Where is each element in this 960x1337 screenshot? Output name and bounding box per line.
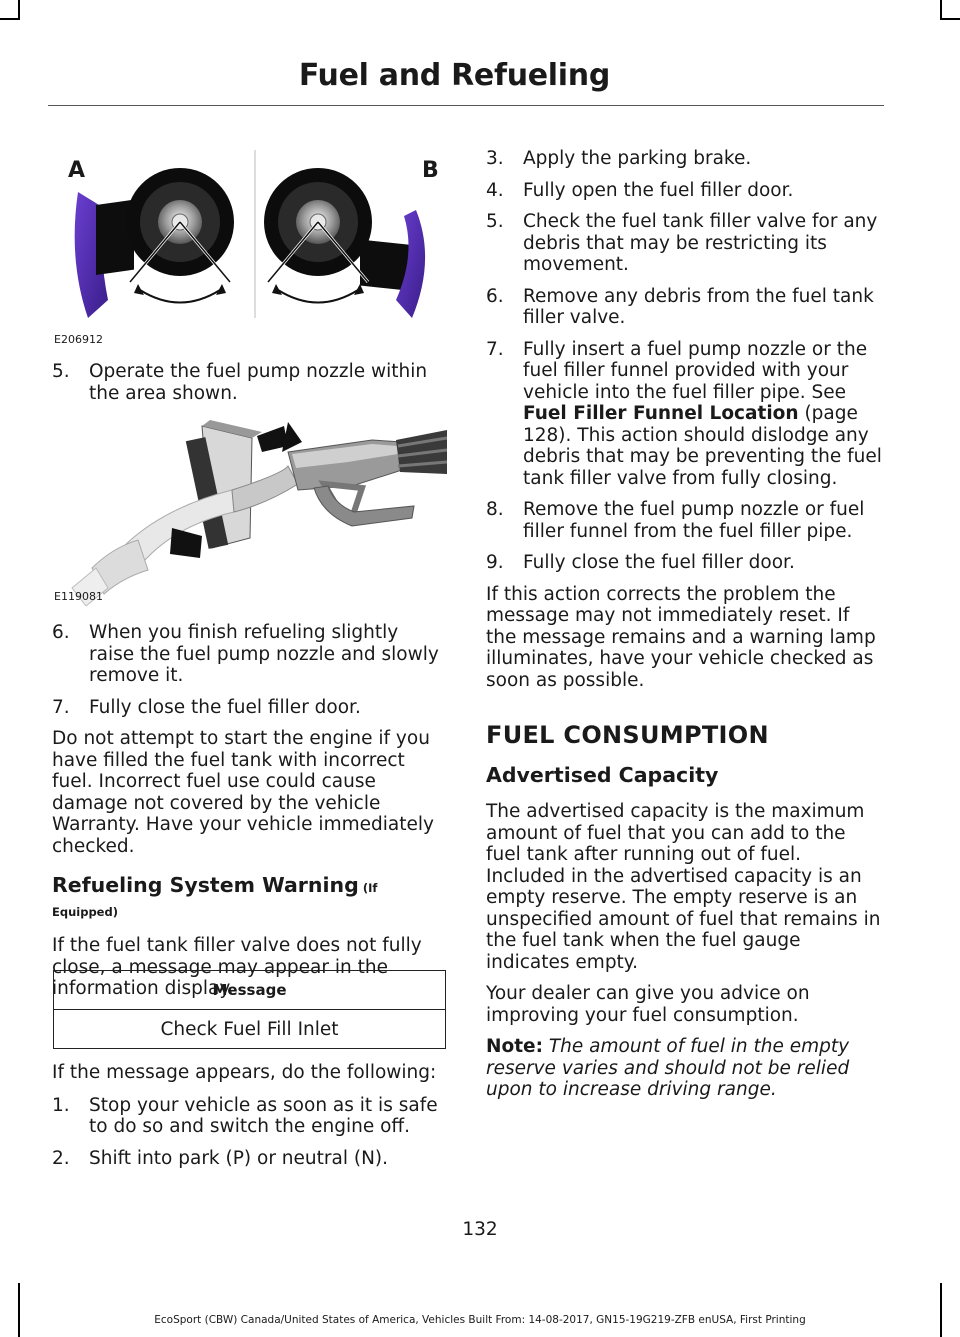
message-table-header: Message bbox=[54, 971, 446, 1010]
valve-paragraph: If the fuel tank filler valve does not fully close, a message may appear in the information display. bbox=[52, 935, 422, 999]
step-number: 8. bbox=[486, 499, 504, 520]
step-text: Shift into park (P) or neutral (N). bbox=[89, 1147, 389, 1169]
message-table-cell: Check Fuel Fill Inlet bbox=[54, 1010, 446, 1049]
step-text: Operate the fuel pump nozzle within the area shown. bbox=[89, 361, 428, 404]
step-5-operate-nozzle bbox=[52, 361, 447, 404]
step-number: 5. bbox=[486, 211, 504, 232]
step-4-open-door bbox=[486, 180, 882, 202]
step-number: 9. bbox=[486, 552, 504, 573]
step-7-close-door bbox=[52, 697, 447, 719]
step-text: When you finish refueling slightly raise the fuel pump nozzle and slowly remove it. bbox=[89, 622, 439, 686]
page-title: Fuel and Refueling bbox=[298, 58, 610, 93]
reset-paragraph: If this action corrects the problem the message may not immediately reset. If the message remains and a warning lamp illuminates, have your vehicle checked as soon as possible. bbox=[486, 583, 876, 691]
step-3-parking-brake bbox=[486, 148, 882, 170]
page-footer: EcoSport (CBW) Canada/United States of America, Vehicles Built From: 14-08-2017, GN15-19G219-ZFB enUSA, First Printing bbox=[154, 1314, 806, 1326]
step-number: 6. bbox=[486, 285, 504, 307]
message-table bbox=[53, 970, 446, 1049]
fuel-filler-figure bbox=[54, 150, 452, 348]
page-number: 132 bbox=[462, 1219, 498, 1240]
step-7-insert-nozzle bbox=[486, 339, 882, 490]
step-9-close-door bbox=[486, 552, 882, 574]
crop-mark-top-right-h bbox=[940, 18, 960, 20]
fuel-consumption-heading: FUEL CONSUMPTION bbox=[486, 721, 769, 749]
step-5-check-valve bbox=[486, 211, 882, 276]
crop-mark-top-right bbox=[940, 0, 942, 20]
left-steps-block bbox=[52, 1062, 447, 1179]
note-paragraph bbox=[486, 1036, 882, 1101]
step-text-after: (page 128). This action should dislodge any debris that may be preventing the fuel tank filler valve from fully closing. bbox=[523, 403, 882, 489]
step-text: Fully close the fuel filler door. bbox=[523, 552, 795, 573]
fuel-nozzle-illustration bbox=[52, 418, 447, 606]
step-number: 6. bbox=[52, 622, 70, 643]
incorrect-fuel-paragraph: Do not attempt to start the engine if you have filled the fuel tank with incorrect fuel. Incorrect fuel use could cause damage not covered by the vehicle Warranty. Have your vehicle immediately checked. bbox=[52, 728, 434, 857]
figure-label-b: B bbox=[422, 158, 439, 183]
dealer-paragraph: Your dealer can give you advice on improving your fuel consumption. bbox=[486, 983, 810, 1026]
right-steps-block bbox=[486, 148, 882, 1101]
step-8-remove-nozzle bbox=[486, 499, 882, 542]
figure-id: E119081 bbox=[54, 590, 103, 603]
funnel-location-link[interactable]: Fuel Filler Funnel Location bbox=[523, 403, 799, 424]
step-number: 5. bbox=[52, 361, 70, 382]
crop-mark-top-left-h bbox=[0, 18, 20, 20]
refueling-warning-heading bbox=[52, 873, 447, 921]
capacity-paragraph: The advertised capacity is the maximum amount of fuel that you can add to the fuel tank after running out of fuel. Included in the advertised capacity is an empty reserve. The empty reserve is an unspecified amount of fuel that remains in the fuel tank when the fuel gauge indicates empty. bbox=[486, 801, 881, 973]
step-number: 7. bbox=[52, 696, 70, 718]
note-text: The amount of fuel in the empty reserve varies and should not be relied upon to increase driving range. bbox=[486, 1036, 850, 1100]
step-6-raise-nozzle bbox=[52, 622, 447, 687]
step-text: Check the fuel tank filler valve for any debris that may be restricting its movement. bbox=[523, 211, 878, 275]
fuel-filler-illustration bbox=[60, 150, 452, 348]
step-text-before: Fully insert a fuel pump nozzle or the fuel filler funnel provided with your vehicle into the fuel filler pipe. See bbox=[523, 338, 868, 403]
heading-suffix: (If Equipped) bbox=[52, 881, 378, 919]
step-number: 7. bbox=[486, 338, 504, 360]
step-1-stop-vehicle bbox=[52, 1095, 447, 1138]
message-appears-paragraph: If the message appears, do the following: bbox=[52, 1062, 437, 1083]
step-text: Apply the parking brake. bbox=[523, 148, 752, 169]
fuel-nozzle-figure bbox=[52, 418, 447, 606]
step-text: Fully open the fuel filler door. bbox=[523, 179, 794, 201]
crop-mark-bottom-right bbox=[940, 1283, 942, 1337]
step-text: Fully close the fuel filler door. bbox=[89, 696, 361, 718]
note-label: Note: bbox=[486, 1036, 543, 1057]
step-text: Remove any debris from the fuel tank filler valve. bbox=[523, 285, 874, 328]
step-text: Stop your vehicle as soon as it is safe to do so and switch the engine off. bbox=[89, 1094, 438, 1137]
step-6-remove-debris bbox=[486, 286, 882, 329]
step-2-shift-park bbox=[52, 1148, 447, 1170]
step-number: 3. bbox=[486, 148, 504, 169]
advertised-capacity-heading: Advertised Capacity bbox=[486, 763, 719, 787]
header-divider bbox=[48, 105, 884, 106]
message-table-wrapper bbox=[53, 970, 446, 1049]
crop-mark-bottom-left bbox=[18, 1283, 20, 1337]
heading-text: Refueling System Warning bbox=[52, 873, 359, 897]
step-number: 2. bbox=[52, 1147, 70, 1169]
step-text: Remove the fuel pump nozzle or fuel filler funnel from the fuel filler pipe. bbox=[523, 499, 865, 542]
step-number: 1. bbox=[52, 1094, 70, 1116]
left-text-block bbox=[52, 622, 447, 1000]
figure-id: E206912 bbox=[54, 333, 103, 346]
figure-label-a: A bbox=[68, 158, 86, 183]
crop-mark-top-left bbox=[18, 0, 20, 20]
step-number: 4. bbox=[486, 179, 504, 201]
